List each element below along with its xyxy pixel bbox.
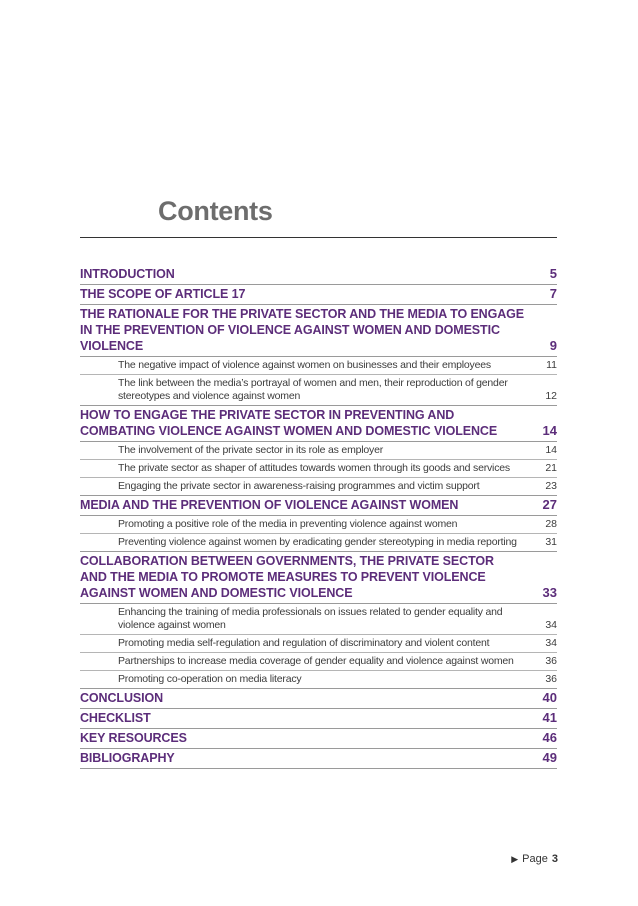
toc-entry-page: 46 [542,730,557,745]
toc-entry-page: 36 [545,673,557,685]
title-divider [80,237,557,238]
toc-entry-conclusion[interactable] [80,689,557,709]
toc-entry-page: 49 [542,750,557,765]
toc-entry-engage-private-sector[interactable] [80,406,557,442]
toc-subentry-shaper-of-attitudes[interactable] [80,460,557,478]
toc-subentry-training-media-professionals[interactable] [80,604,557,635]
toc-subentry-positive-role-media[interactable] [80,516,557,534]
toc-entry-page: 31 [545,536,557,548]
toc-entry-page: 11 [546,359,557,371]
toc-entry-page: 33 [542,585,557,600]
toc-subentry-negative-impact[interactable] [80,357,557,375]
toc-entry-page: 14 [545,444,557,456]
toc-entry-page: 7 [549,286,557,301]
toc-entry-media-prevention[interactable] [80,496,557,516]
toc-entry-title: CONCLUSION [80,691,164,705]
toc-subentry-media-literacy[interactable] [80,671,557,689]
toc-entry-introduction[interactable] [80,265,557,285]
toc-entry-title: Partnerships to increase media coverage of gender equality and violence against women [118,655,514,667]
toc-subentry-partnerships[interactable] [80,653,557,671]
toc-entry-scope-article-17[interactable] [80,285,557,305]
toc-entry-title: The negative impact of violence against women on businesses and their employees [118,359,491,371]
toc-entry-title: INTRODUCTION [80,267,175,281]
toc-entry-page: 5 [549,266,557,281]
toc-entry-page: 36 [545,655,557,667]
toc-entry-bibliography[interactable] [80,749,557,769]
toc-entry-title: KEY RESOURCES [80,731,187,745]
toc-entry-key-resources[interactable] [80,729,557,749]
toc-entry-collaboration[interactable] [80,552,557,604]
toc-entry-title: HOW TO ENGAGE THE PRIVATE SECTOR IN PREVENTING AND COMBATING VIOLENCE AGAINST WOMEN AND DOMESTIC VIOLENCE [80,408,498,438]
toc-subentry-self-regulation[interactable] [80,635,557,653]
toc-entry-page: 12 [545,390,557,402]
toc-subentry-private-sector-employer[interactable] [80,442,557,460]
toc-entry-checklist[interactable] [80,709,557,729]
toc-subentry-media-portrayal[interactable] [80,375,557,406]
toc-entry-rationale[interactable] [80,305,557,357]
page-number: 3 [551,853,558,865]
toc-entry-title: BIBLIOGRAPHY [80,751,175,765]
toc-entry-title: Preventing violence against women by eradicating gender stereotyping in media reporting [118,536,517,548]
toc-entry-title: MEDIA AND THE PREVENTION OF VIOLENCE AGAINST WOMEN [80,498,459,512]
toc-entry-title: The link between the media’s portrayal of women and men, their reproduction of gender stereotypes and violence against women [118,377,508,402]
toc-entry-page: 34 [545,619,557,631]
triangle-right-icon: ▶ [511,853,519,864]
page-title: Contents [158,196,273,226]
toc-entry-page: 21 [545,462,557,474]
toc-entry-title: Enhancing the training of media professionals on issues related to gender equality and violence against women [118,606,503,631]
toc-entry-page: 14 [542,423,557,438]
toc-entry-title: The private sector as shaper of attitudes towards women through its goods and services [118,462,510,474]
toc-entry-title: THE RATIONALE FOR THE PRIVATE SECTOR AND THE MEDIA TO ENGAGE IN THE PREVENTION OF VIOLENCE AGAINST WOMEN AND DOMESTIC VIOLENCE [80,307,525,353]
page-footer [511,853,558,865]
toc-entry-page: 40 [542,690,557,705]
toc-entry-page: 23 [545,480,557,492]
toc-entry-title: Promoting a positive role of the media in preventing violence against women [118,518,458,530]
page-label: Page [522,853,548,865]
toc-entry-title: Promoting media self-regulation and regulation of discriminatory and violent content [118,637,490,649]
toc-entry-title: Engaging the private sector in awareness-raising programmes and victim support [118,480,480,492]
toc-entry-title: The involvement of the private sector in its role as employer [118,444,384,456]
toc-entry-title: COLLABORATION BETWEEN GOVERNMENTS, THE PRIVATE SECTOR AND THE MEDIA TO PROMOTE MEASURES TO PREVENT VIOLENCE AGAINST WOMEN AND DOMESTIC VIOLENCE [80,554,494,600]
table-of-contents [80,265,557,769]
toc-entry-title: CHECKLIST [80,711,151,725]
toc-entry-page: 41 [542,710,557,725]
toc-subentry-awareness-raising[interactable] [80,478,557,496]
toc-subentry-eradicating-stereotyping[interactable] [80,534,557,552]
toc-entry-page: 9 [549,338,557,353]
toc-entry-page: 34 [545,637,557,649]
toc-entry-title: THE SCOPE OF ARTICLE 17 [80,287,246,301]
toc-entry-page: 28 [545,518,557,530]
toc-entry-title: Promoting co-operation on media literacy [118,673,302,685]
toc-entry-page: 27 [542,497,557,512]
